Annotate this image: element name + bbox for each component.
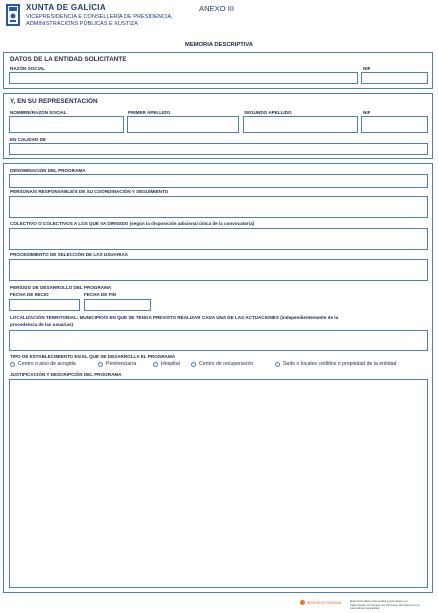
periodo-label: PERÍODO DE DESARROLLO DEL PROGRAMA [10, 285, 112, 290]
fecha-fin-label: FECHA DE FIN [84, 292, 116, 297]
option-sede-locales[interactable]: Sede o locales cedidos o propiedad de la entidad [275, 361, 396, 367]
justificacion-label: JUSTIFICACIÓN Y DESCRIPCIÓN DEL PROGRAMA [10, 372, 122, 377]
colectivo-label: COLECTIVO O COLECTIVOS A LOS QUE VA DIRIGIDO (según la disposición adicional única de la convocatoria) [10, 221, 255, 226]
tipo-label: TIPO DE ESTABLECIMIENTO EN EL QUE SE DESARROLLA EL PROGRAMA [10, 354, 176, 359]
responsables-label: PERSONA/S RESPONSABLE/S DE SU COORDINACIÓN Y SEGUIMIENTO [10, 189, 169, 194]
procedimiento-label: PROCEDIMIENTO DE SELECCIÓN DE LAS USUARIAS [10, 252, 128, 257]
radio-icon[interactable] [191, 362, 196, 367]
justificacion-field[interactable] [9, 379, 428, 588]
org-name: XUNTA DE GALICIA [26, 3, 106, 12]
radio-icon[interactable] [98, 362, 103, 367]
option-centro-recuperacion[interactable]: Centro de recuperación [191, 361, 253, 367]
colectivo-field[interactable] [9, 228, 428, 250]
nif-field[interactable] [361, 72, 428, 84]
representative-heading: Y, EN SU REPRESENTACIÓN [10, 98, 98, 105]
localizacion-field[interactable] [9, 330, 428, 351]
page-title: MEMORIA DESCRIPTIVA [185, 42, 253, 48]
sede-logo-icon [300, 600, 305, 605]
rep-nif-field[interactable] [361, 116, 428, 133]
fecha-inicio-field[interactable] [9, 299, 80, 311]
applicant-heading: DATOS DE LA ENTIDAD SOLICITANTE [10, 56, 127, 63]
denominacion-label: DENOMINACIÓN DEL PROGRAMA [10, 168, 86, 173]
xunta-logo-icon [6, 4, 20, 26]
razon-social-field[interactable] [9, 72, 358, 84]
fecha-inicio-label: FECHA DE INICIO [10, 292, 49, 297]
sede-electronica: SEDE ELECTRÓNICA [300, 600, 341, 605]
nif-label: NIF [363, 66, 371, 71]
localizacion-label-1: LOCALIZACIÓN TERRITORIAL: MUNICIPIO/S EN QUE SE TENGA PREVISTO REALIZAR CADA UNA DE LAS ACTUACIONES (independientemente de la [10, 315, 339, 320]
segundo-apellido-field[interactable] [243, 116, 358, 133]
option-centro-acogida[interactable]: Centro o piso de acogida [10, 361, 76, 367]
radio-icon[interactable] [10, 362, 15, 367]
option-hospital[interactable]: Hospital [153, 361, 180, 367]
procedimiento-field[interactable] [9, 259, 428, 281]
radio-icon[interactable] [153, 362, 158, 367]
option-penitenciaria[interactable]: Penitenciaría [98, 361, 136, 367]
denominacion-field[interactable] [9, 174, 428, 188]
representative-section [3, 93, 433, 159]
primer-apellido-label: PRIMER APELLIDO [128, 110, 171, 115]
footer-note: Este formulario sólo podrá presentarse en https://sede.xunta.gal, los formatos previstos en su normativa reguladora [350, 599, 420, 611]
program-section [3, 163, 433, 593]
nombre-field[interactable] [9, 116, 124, 133]
radio-icon[interactable] [275, 362, 280, 367]
razon-social-label: RAZÓN SOCIAL [10, 66, 45, 71]
en-calidad-field[interactable] [9, 143, 428, 155]
responsables-field[interactable] [9, 196, 428, 218]
segundo-apellido-label: SEGUNDO APELLIDO [244, 110, 292, 115]
org-department: VICEPRESIDENCIA E CONSELLERÍA DE PRESIDENCIA, ADMINISTRACIÓNS PÚBLICAS E XUSTIZA [26, 14, 173, 27]
annex-label: ANEXO III [199, 4, 235, 13]
en-calidad-label: EN CALIDAD DE [10, 137, 46, 142]
primer-apellido-field[interactable] [127, 116, 239, 133]
rep-nif-label: NIF [363, 110, 371, 115]
applicant-section [3, 52, 433, 89]
nombre-label: NOMBRE/RAZÓN SOCIAL [10, 110, 67, 115]
localizacion-label-2: procedencia de las usuarias) [10, 322, 74, 327]
fecha-fin-field[interactable] [84, 299, 151, 311]
